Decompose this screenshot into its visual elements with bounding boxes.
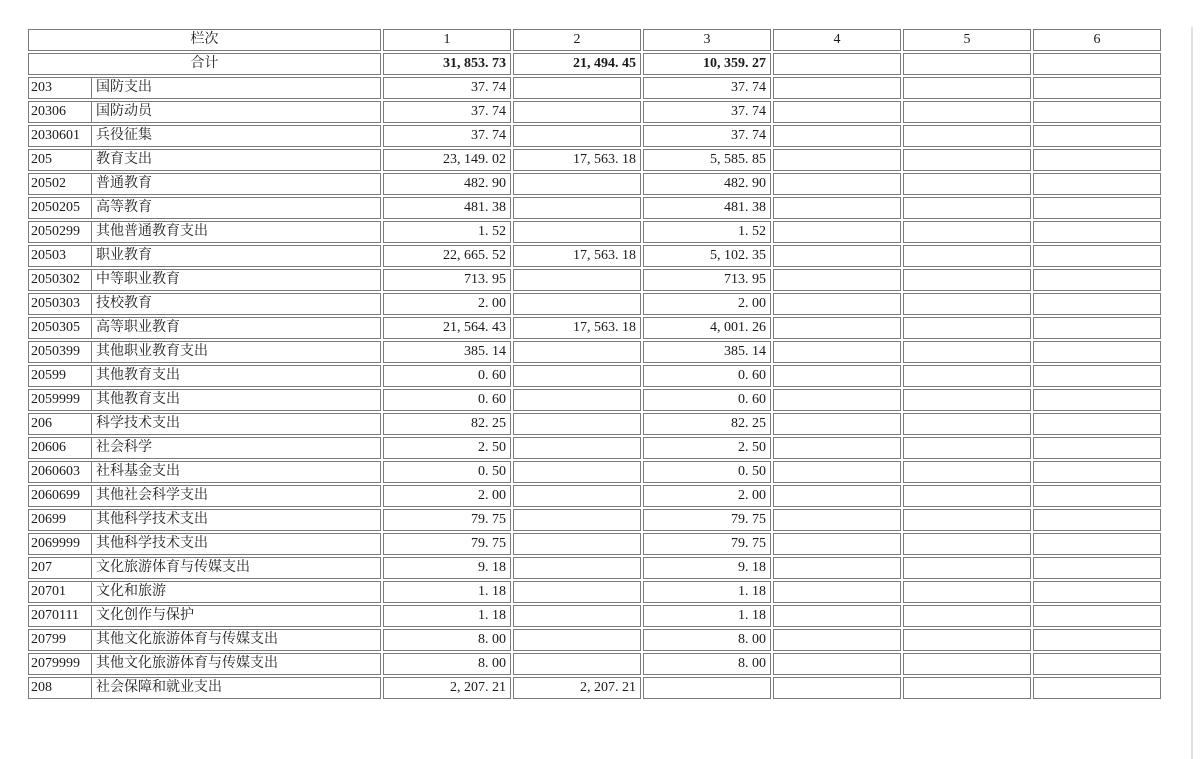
total-value-cell: [903, 53, 1031, 75]
row-value-cell: [1033, 437, 1161, 459]
row-value-cell: 37. 74: [643, 125, 771, 147]
scrollbar-track[interactable]: [1191, 27, 1193, 759]
row-value-cell: [903, 629, 1031, 651]
row-name: 其他教育支出: [96, 392, 180, 407]
row-value-cell: [1033, 413, 1161, 435]
row-label-cell: [28, 341, 381, 363]
row-value-cell: [773, 653, 901, 675]
row-value-cell: [513, 653, 641, 675]
row-value-cell: [1033, 365, 1161, 387]
row-name: 文化和旅游: [96, 584, 166, 599]
row-value-cell: 1. 18: [383, 581, 511, 603]
row-value-cell: [903, 365, 1031, 387]
row-name: 社会保障和就业支出: [96, 680, 222, 695]
row-value-cell: [513, 437, 641, 459]
row-value-cell: 0. 60: [643, 389, 771, 411]
row-value-cell: [903, 269, 1031, 291]
row-value-cell: [903, 77, 1031, 99]
row-value-cell: 2. 50: [643, 437, 771, 459]
row-value-cell: [513, 269, 641, 291]
row-code: 20503: [29, 246, 92, 266]
row-value-cell: 9. 18: [643, 557, 771, 579]
row-value-cell: [773, 221, 901, 243]
row-value-cell: [773, 125, 901, 147]
table-row: [28, 269, 1161, 291]
row-value-cell: [1033, 197, 1161, 219]
row-code: 2050303: [29, 294, 92, 314]
row-value-cell: [903, 293, 1031, 315]
row-value-cell: [773, 437, 901, 459]
header-col-2: 2: [513, 29, 641, 51]
row-code: 2070111: [29, 606, 92, 626]
row-label-cell: [28, 485, 381, 507]
row-value-cell: 713. 95: [383, 269, 511, 291]
row-value-cell: 482. 90: [643, 173, 771, 195]
table-row: [28, 245, 1161, 267]
table-row: [28, 173, 1161, 195]
row-value-cell: 21, 564. 43: [383, 317, 511, 339]
table-row: [28, 317, 1161, 339]
row-value-cell: [1033, 149, 1161, 171]
row-value-cell: [903, 461, 1031, 483]
row-value-cell: 23, 149. 02: [383, 149, 511, 171]
row-value-cell: [773, 557, 901, 579]
table-row: [28, 101, 1161, 123]
row-value-cell: 713. 95: [643, 269, 771, 291]
row-value-cell: 17, 563. 18: [513, 317, 641, 339]
table-row: [28, 149, 1161, 171]
row-value-cell: [903, 125, 1031, 147]
row-value-cell: [1033, 269, 1161, 291]
table-row: [28, 221, 1161, 243]
row-label-cell: [28, 437, 381, 459]
row-label-cell: [28, 125, 381, 147]
row-name: 文化旅游体育与传媒支出: [96, 560, 250, 575]
row-value-cell: [903, 317, 1031, 339]
table-row: [28, 365, 1161, 387]
row-value-cell: [903, 653, 1031, 675]
row-value-cell: 2. 00: [383, 293, 511, 315]
row-value-cell: 2. 00: [383, 485, 511, 507]
row-value-cell: [773, 677, 901, 699]
row-value-cell: [773, 485, 901, 507]
row-code: 20306: [29, 102, 92, 122]
row-label-cell: [28, 413, 381, 435]
row-value-cell: [1033, 221, 1161, 243]
row-value-cell: [903, 437, 1031, 459]
header-col-1: 1: [383, 29, 511, 51]
row-value-cell: [513, 197, 641, 219]
row-label-cell: [28, 509, 381, 531]
table-row: [28, 581, 1161, 603]
table-row: [28, 509, 1161, 531]
row-code: 2050305: [29, 318, 92, 338]
row-code: 2050299: [29, 222, 92, 242]
row-label-cell: [28, 245, 381, 267]
row-name: 社科基金支出: [96, 464, 180, 479]
row-label-cell: [28, 581, 381, 603]
row-value-cell: [1033, 173, 1161, 195]
table-row: [28, 461, 1161, 483]
row-value-cell: [773, 461, 901, 483]
row-value-cell: [1033, 653, 1161, 675]
row-value-cell: 2. 00: [643, 293, 771, 315]
row-value-cell: [1033, 605, 1161, 627]
row-value-cell: [1033, 341, 1161, 363]
row-code: 203: [29, 78, 92, 98]
row-value-cell: [513, 605, 641, 627]
total-value-cell: [773, 53, 901, 75]
row-value-cell: [773, 173, 901, 195]
table-row: [28, 293, 1161, 315]
row-name: 高等职业教育: [96, 320, 180, 335]
table-row: [28, 533, 1161, 555]
row-value-cell: 17, 563. 18: [513, 245, 641, 267]
table-row: [28, 77, 1161, 99]
row-value-cell: 2, 207. 21: [383, 677, 511, 699]
row-value-cell: [513, 581, 641, 603]
row-value-cell: 22, 665. 52: [383, 245, 511, 267]
row-value-cell: [773, 413, 901, 435]
row-value-cell: 37. 74: [383, 77, 511, 99]
row-value-cell: [1033, 581, 1161, 603]
row-label-cell: [28, 197, 381, 219]
row-value-cell: [513, 173, 641, 195]
row-value-cell: [773, 581, 901, 603]
row-value-cell: [513, 221, 641, 243]
row-value-cell: [1033, 509, 1161, 531]
row-value-cell: 1. 52: [383, 221, 511, 243]
row-code: 20701: [29, 582, 92, 602]
row-label-cell: [28, 101, 381, 123]
total-value-cell: 31, 853. 73: [383, 53, 511, 75]
row-value-cell: [1033, 461, 1161, 483]
row-value-cell: 385. 14: [643, 341, 771, 363]
row-code: 2079999: [29, 654, 92, 674]
row-name: 教育支出: [96, 152, 152, 167]
budget-table: [26, 27, 1163, 701]
row-value-cell: 0. 60: [643, 365, 771, 387]
row-code: 2060603: [29, 462, 92, 482]
row-code: 20502: [29, 174, 92, 194]
row-value-cell: [513, 461, 641, 483]
row-value-cell: [513, 101, 641, 123]
row-value-cell: [903, 677, 1031, 699]
row-value-cell: 79. 75: [383, 533, 511, 555]
row-value-cell: [513, 485, 641, 507]
row-value-cell: 2. 00: [643, 485, 771, 507]
row-code: 20606: [29, 438, 92, 458]
row-value-cell: 8. 00: [643, 629, 771, 651]
table-row: [28, 557, 1161, 579]
row-value-cell: 385. 14: [383, 341, 511, 363]
row-value-cell: [903, 509, 1031, 531]
table-row: [28, 341, 1161, 363]
row-value-cell: 79. 75: [383, 509, 511, 531]
row-value-cell: [903, 149, 1031, 171]
row-value-cell: 2, 207. 21: [513, 677, 641, 699]
row-label-cell: [28, 677, 381, 699]
row-value-cell: 37. 74: [383, 125, 511, 147]
row-value-cell: [773, 533, 901, 555]
row-code: 207: [29, 558, 92, 578]
table-row: [28, 653, 1161, 675]
row-value-cell: 0. 60: [383, 389, 511, 411]
row-value-cell: [903, 341, 1031, 363]
row-name: 普通教育: [96, 176, 152, 191]
row-value-cell: 8. 00: [643, 653, 771, 675]
row-value-cell: [513, 389, 641, 411]
row-value-cell: 79. 75: [643, 509, 771, 531]
row-value-cell: [513, 629, 641, 651]
row-value-cell: [773, 77, 901, 99]
header-row: [28, 29, 1161, 51]
row-label-cell: [28, 461, 381, 483]
row-value-cell: [903, 533, 1031, 555]
row-value-cell: [903, 221, 1031, 243]
row-code: 2069999: [29, 534, 92, 554]
row-name: 其他社会科学支出: [96, 488, 208, 503]
row-code: 2060699: [29, 486, 92, 506]
row-code: 20599: [29, 366, 92, 386]
row-code: 20699: [29, 510, 92, 530]
row-value-cell: 0. 50: [383, 461, 511, 483]
row-label-cell: [28, 149, 381, 171]
table-row: [28, 437, 1161, 459]
row-label-cell: [28, 173, 381, 195]
row-value-cell: [903, 101, 1031, 123]
row-label-cell: [28, 221, 381, 243]
row-value-cell: 5, 102. 35: [643, 245, 771, 267]
row-value-cell: [773, 317, 901, 339]
total-row-label: 合计: [28, 53, 381, 75]
table-row: [28, 197, 1161, 219]
row-value-cell: [1033, 293, 1161, 315]
row-code: 2050205: [29, 198, 92, 218]
row-value-cell: [1033, 125, 1161, 147]
row-name: 文化创作与保护: [96, 608, 194, 623]
row-value-cell: 1. 18: [643, 605, 771, 627]
row-value-cell: 0. 60: [383, 365, 511, 387]
row-value-cell: [903, 485, 1031, 507]
row-value-cell: [513, 341, 641, 363]
table-row: [28, 389, 1161, 411]
row-value-cell: [773, 389, 901, 411]
row-value-cell: [1033, 101, 1161, 123]
table-row: [28, 125, 1161, 147]
total-row: [28, 53, 1161, 75]
row-value-cell: 1. 52: [643, 221, 771, 243]
row-value-cell: 8. 00: [383, 653, 511, 675]
table-row: [28, 629, 1161, 651]
row-value-cell: [1033, 389, 1161, 411]
table-row: [28, 485, 1161, 507]
row-value-cell: [1033, 485, 1161, 507]
header-col-4: 4: [773, 29, 901, 51]
budget-report-view: [0, 27, 1200, 759]
row-value-cell: 17, 563. 18: [513, 149, 641, 171]
row-value-cell: [513, 413, 641, 435]
row-value-cell: [513, 77, 641, 99]
total-value-cell: 10, 359. 27: [643, 53, 771, 75]
row-label-cell: [28, 653, 381, 675]
row-label-cell: [28, 389, 381, 411]
row-name: 职业教育: [96, 248, 152, 263]
row-value-cell: [903, 173, 1031, 195]
row-value-cell: [773, 605, 901, 627]
row-value-cell: 5, 585. 85: [643, 149, 771, 171]
row-code: 2050399: [29, 342, 92, 362]
row-code: 2059999: [29, 390, 92, 410]
row-value-cell: 79. 75: [643, 533, 771, 555]
row-value-cell: [773, 197, 901, 219]
row-code: 206: [29, 414, 92, 434]
row-value-cell: [773, 269, 901, 291]
row-name: 科学技术支出: [96, 416, 180, 431]
row-value-cell: [643, 677, 771, 699]
row-value-cell: [903, 413, 1031, 435]
row-name: 兵役征集: [96, 128, 152, 143]
row-value-cell: [903, 605, 1031, 627]
row-value-cell: [773, 365, 901, 387]
row-value-cell: [513, 365, 641, 387]
row-name: 社会科学: [96, 440, 152, 455]
row-value-cell: 481. 38: [383, 197, 511, 219]
row-label-cell: [28, 293, 381, 315]
row-label-cell: [28, 629, 381, 651]
row-value-cell: [903, 197, 1031, 219]
row-value-cell: [773, 341, 901, 363]
row-name: 中等职业教育: [96, 272, 180, 287]
row-value-cell: 4, 001. 26: [643, 317, 771, 339]
row-name: 其他教育支出: [96, 368, 180, 383]
header-col-6: 6: [1033, 29, 1161, 51]
row-value-cell: [1033, 629, 1161, 651]
row-label-cell: [28, 557, 381, 579]
row-value-cell: [903, 245, 1031, 267]
row-name: 技校教育: [96, 296, 152, 311]
row-name: 国防支出: [96, 80, 152, 95]
row-label-cell: [28, 533, 381, 555]
header-col-5: 5: [903, 29, 1031, 51]
row-value-cell: [1033, 677, 1161, 699]
row-value-cell: [773, 149, 901, 171]
row-value-cell: 481. 38: [643, 197, 771, 219]
row-code: 20799: [29, 630, 92, 650]
row-label-cell: [28, 77, 381, 99]
row-value-cell: 9. 18: [383, 557, 511, 579]
row-value-cell: [903, 557, 1031, 579]
table-row: [28, 677, 1161, 699]
row-name: 高等教育: [96, 200, 152, 215]
table-row: [28, 413, 1161, 435]
row-label-cell: [28, 317, 381, 339]
row-value-cell: [773, 293, 901, 315]
row-value-cell: [513, 293, 641, 315]
row-value-cell: [903, 389, 1031, 411]
row-value-cell: [1033, 557, 1161, 579]
row-value-cell: [1033, 317, 1161, 339]
row-value-cell: 482. 90: [383, 173, 511, 195]
row-name: 其他职业教育支出: [96, 344, 208, 359]
total-value-cell: 21, 494. 45: [513, 53, 641, 75]
row-value-cell: [773, 101, 901, 123]
row-value-cell: 82. 25: [643, 413, 771, 435]
row-label-cell: [28, 269, 381, 291]
row-value-cell: [773, 245, 901, 267]
row-value-cell: 1. 18: [643, 581, 771, 603]
row-value-cell: 1. 18: [383, 605, 511, 627]
row-name: 国防动员: [96, 104, 152, 119]
row-code: 2030601: [29, 126, 92, 146]
row-name: 其他科学技术支出: [96, 536, 208, 551]
row-value-cell: [1033, 245, 1161, 267]
row-value-cell: [1033, 77, 1161, 99]
row-code: 2050302: [29, 270, 92, 290]
row-value-cell: 37. 74: [383, 101, 511, 123]
row-value-cell: [903, 581, 1031, 603]
row-value-cell: [513, 557, 641, 579]
row-value-cell: 37. 74: [643, 101, 771, 123]
row-value-cell: 2. 50: [383, 437, 511, 459]
header-row-label: 栏次: [28, 29, 381, 51]
row-value-cell: 37. 74: [643, 77, 771, 99]
row-name: 其他科学技术支出: [96, 512, 208, 527]
row-value-cell: [513, 533, 641, 555]
row-value-cell: [773, 509, 901, 531]
row-code: 205: [29, 150, 92, 170]
row-value-cell: [773, 629, 901, 651]
row-value-cell: 8. 00: [383, 629, 511, 651]
row-label-cell: [28, 365, 381, 387]
row-value-cell: 0. 50: [643, 461, 771, 483]
row-value-cell: [1033, 533, 1161, 555]
row-code: 208: [29, 678, 92, 698]
row-value-cell: [513, 125, 641, 147]
total-value-cell: [1033, 53, 1161, 75]
row-value-cell: 82. 25: [383, 413, 511, 435]
row-name: 其他文化旅游体育与传媒支出: [96, 632, 278, 647]
row-name: 其他普通教育支出: [96, 224, 208, 239]
row-label-cell: [28, 605, 381, 627]
header-col-3: 3: [643, 29, 771, 51]
row-value-cell: [513, 509, 641, 531]
table-row: [28, 605, 1161, 627]
row-name: 其他文化旅游体育与传媒支出: [96, 656, 278, 671]
